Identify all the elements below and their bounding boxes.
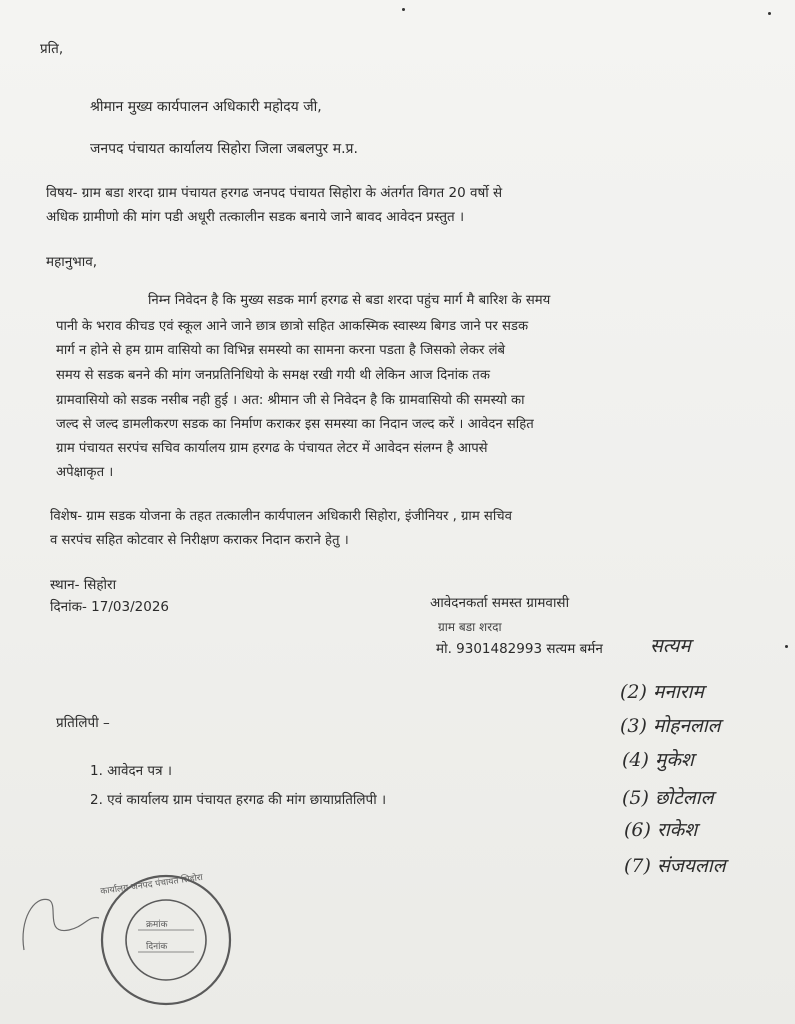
village: ग्राम बडा शरदा <box>438 620 502 634</box>
signature-4: (4) मुकेश <box>622 749 694 771</box>
addressee-line-2: जनपद पंचायत कार्यालय सिहोरा जिला जबलपुर म.प्र. <box>90 141 358 157</box>
stamp-number-label: क्रमांक <box>146 920 168 930</box>
copy-item-1: 1. आवेदन पत्र । <box>90 763 172 779</box>
body-line-3: मार्ग न होने से हम ग्राम वासियो का विभिन्न समस्यो का सामना करना पडता है जिसको लेकर लंबे <box>56 343 506 358</box>
signature-6: (6) राकेश <box>624 819 698 841</box>
body-line-4: समय से सडक बनने की मांग जनप्रतिनिधियो के समक्ष रखी गयी थी लेकिन आज दिनांक तक <box>56 368 490 383</box>
signature-2: (2) मनाराम <box>620 681 704 703</box>
body-line-5: ग्रामवासियो को सडक नसीब नही हुई । अत: श्रीमान जी से निवेदन है कि ग्रामवासियो की समस्यो का <box>56 393 525 408</box>
special-line-2: व सरपंच सहित कोटवार से निरीक्षण कराकर निदान कराने हेतु । <box>50 533 349 548</box>
body-line-8: अपेक्षाकृत । <box>56 465 114 480</box>
copy-item-2: 2. एवं कार्यालय ग्राम पंचायत हरगढ की मांग छायाप्रतिलिपी । <box>90 792 387 808</box>
body-line-6: जल्द से जल्द डामलीकरण सडक का निर्माण कराकर इस समस्या का निदान जल्द करें । आवेदन सहित <box>56 417 534 432</box>
speck <box>768 12 771 15</box>
signature-7: (7) संजयलाल <box>624 855 726 877</box>
signature-1: सत्यम <box>650 635 691 657</box>
subject-line-1: विषय- ग्राम बडा शरदा ग्राम पंचायत हरगढ जनपद पंचायत सिहोरा के अंतर्गत विगत 20 वर्षो से <box>46 185 503 201</box>
speck <box>785 645 788 648</box>
signature-5: (5) छोटेलाल <box>622 787 714 809</box>
applicant: आवेदनकर्ता समस्त ग्रामवासी <box>430 595 570 611</box>
speck <box>402 8 405 11</box>
special-line-1: विशेष- ग्राम सडक योजना के तहत तत्कालीन कार्यपालन अधिकारी सिहोरा, इंजीनियर , ग्राम सचिव <box>50 509 512 524</box>
copy-heading: प्रतिलिपी – <box>56 715 110 731</box>
signature-3: (3) मोहनलाल <box>620 715 721 737</box>
body-line-1: निम्न निवेदन है कि मुख्य सडक मार्ग हरगढ से बडा शरदा पहुंच मार्ग मै बारिश के समय <box>148 293 551 308</box>
date: दिनांक- 17/03/2026 <box>50 599 169 615</box>
pen-scribble <box>14 880 104 960</box>
stamp-outer-text: कार्यालय जनपद पंचायत सिहोरा <box>99 872 204 898</box>
place: स्थान- सिहोरा <box>50 577 117 593</box>
body-line-2: पानी के भराव कीचड एवं स्कूल आने जाने छात्र छात्रो सहित आकस्मिक स्वास्थ्य बिगड जाने पर सडक <box>56 319 529 334</box>
greeting: महानुभाव, <box>46 254 98 270</box>
addressee-line-1: श्रीमान मुख्य कार्यपालन अधिकारी महोदय जी, <box>90 99 322 115</box>
body-line-7: ग्राम पंचायत सरपंच सचिव कार्यालय ग्राम हरगढ के पंचायत लेटर में आवेदन संलग्न है आपसे <box>56 441 488 456</box>
mobile: मो. 9301482993 सत्यम बर्मन <box>436 641 603 657</box>
subject-line-2: अधिक ग्रामीणो की मांग पडी अधूरी तत्कालीन सडक बनाये जाने बावद आवेदन प्रस्तुत । <box>46 209 465 225</box>
salutation-to: प्रति, <box>40 41 64 57</box>
stamp-date-label: दिनांक <box>146 942 168 952</box>
